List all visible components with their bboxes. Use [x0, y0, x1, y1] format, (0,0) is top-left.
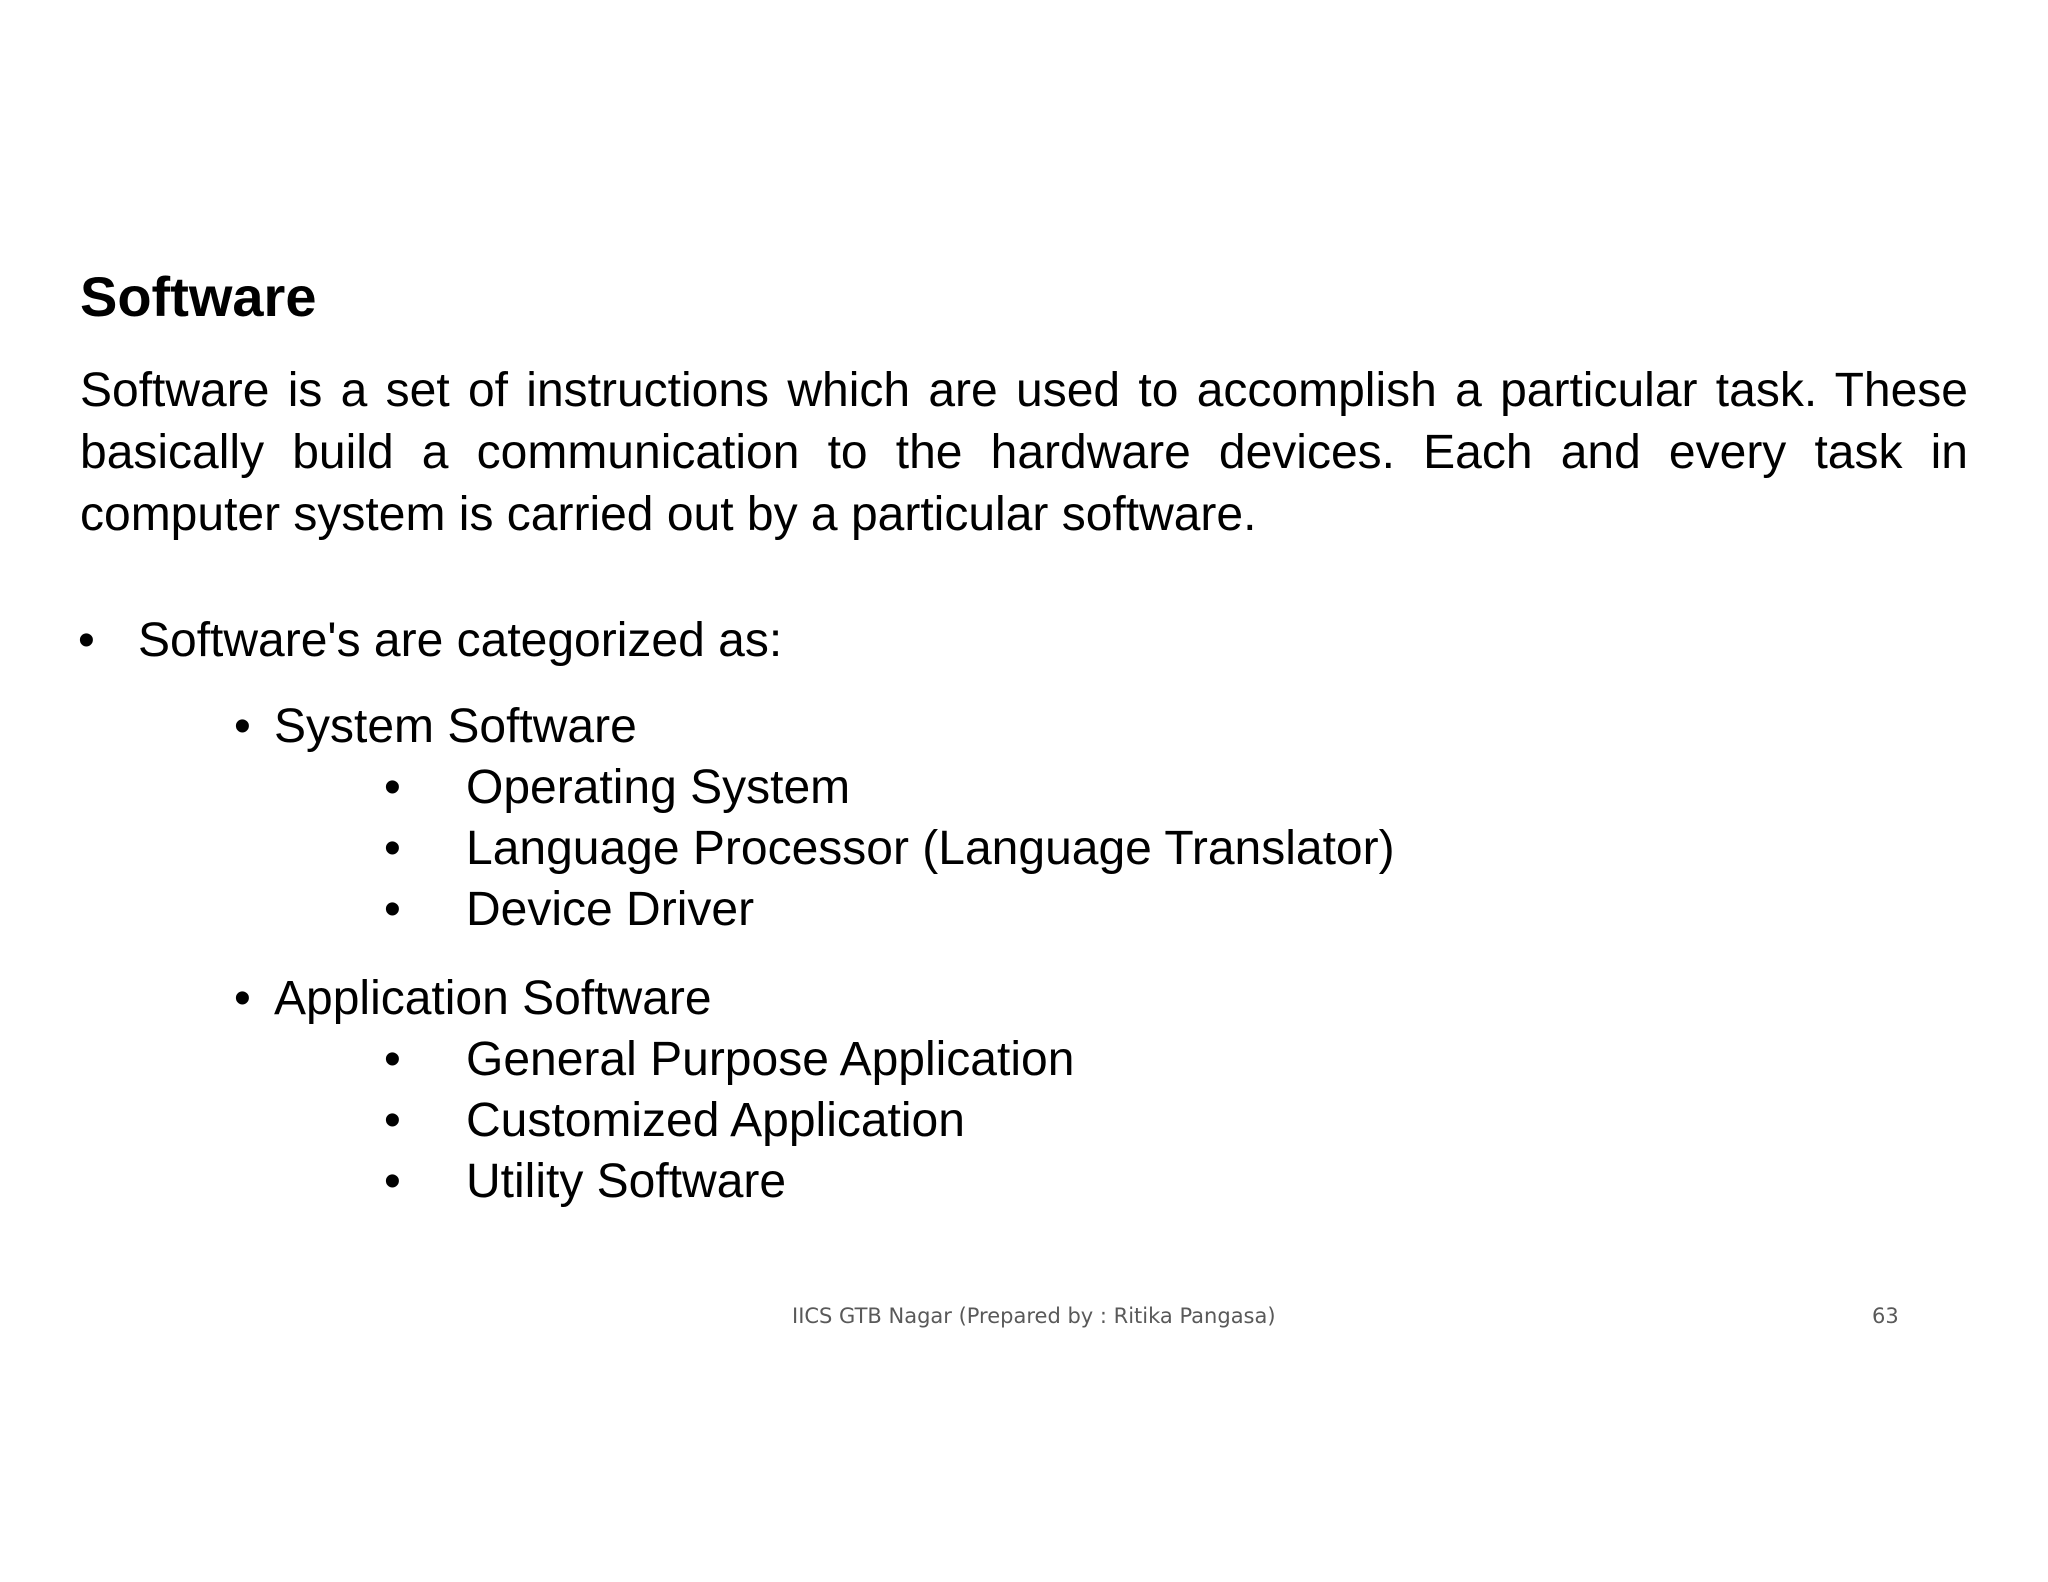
list-item-text: Device Driver — [466, 883, 755, 936]
categories-intro-text: Software's are categorized as: — [138, 614, 783, 667]
list-item-text: Utility Software — [466, 1155, 787, 1208]
bullet-marker: • — [384, 822, 401, 875]
bullet-marker: • — [384, 1094, 401, 1147]
list-item-text: Language Processor (Language Translator) — [466, 822, 1395, 875]
list-item-text: General Purpose Application — [466, 1033, 1075, 1086]
page-number: 63 — [1872, 1304, 1899, 1328]
bullet-marker: • — [384, 1033, 401, 1086]
group-label: Application Software — [274, 972, 712, 1025]
bullet-marker: • — [78, 614, 95, 667]
slide-title: Software — [80, 265, 317, 328]
bullet-marker: • — [384, 1155, 401, 1208]
list-item-text: Customized Application — [466, 1094, 965, 1147]
footer-text: IICS GTB Nagar (Prepared by : Ritika Pangasa) — [792, 1304, 1276, 1328]
bullet-marker: • — [384, 761, 401, 814]
bullet-marker: • — [234, 700, 251, 753]
list-item-text: Operating System — [466, 761, 851, 814]
bullet-marker: • — [234, 972, 251, 1025]
intro-paragraph: Software is a set of instructions which are used to accomplish a particular task. These basically build a communication to the hardware devices. Each and every task in computer system is carried out by a particular software. — [80, 364, 1968, 541]
group-label: System Software — [274, 700, 637, 753]
bullet-marker: • — [384, 883, 401, 936]
